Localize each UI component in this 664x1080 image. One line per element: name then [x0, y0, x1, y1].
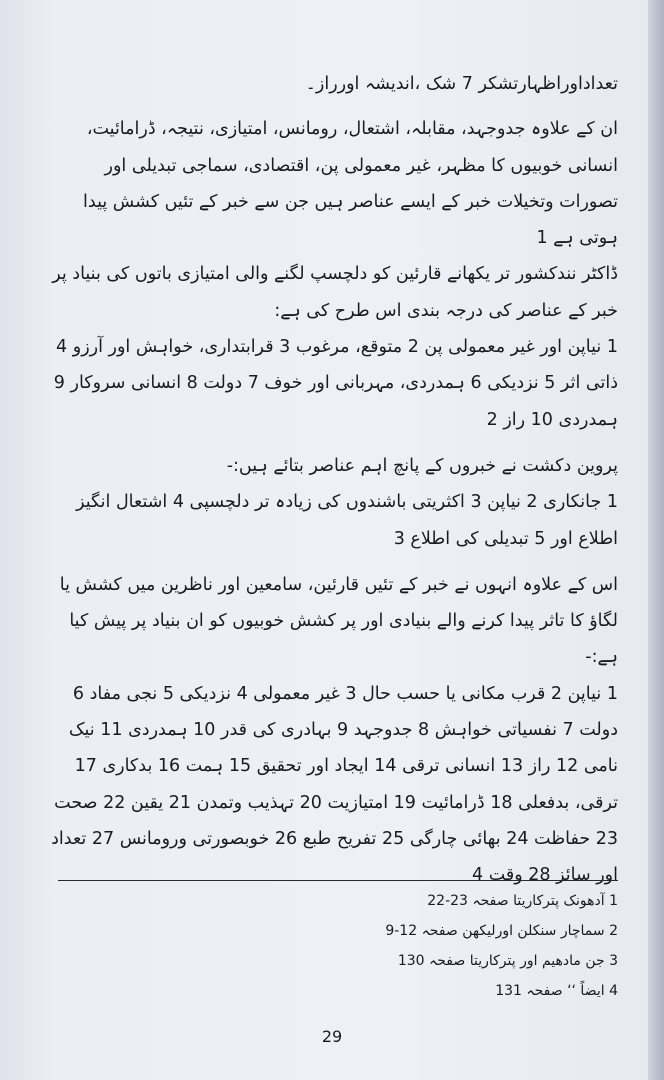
footnotes	[218, 886, 618, 1006]
paragraph-7: اس کے علاوہ انہوں نے خبر کے تئیں قارئین، سامعین اور ناظرین میں کشش یا لگاؤ کا تاثر پیدا کرنے والے بنیادی اور پر کشش خوبیوں کو ان بنیاد پر پیش کیا ہے:-	[59, 574, 618, 668]
paragraph-1: تعداداوراظہارتشکر 7 شک ،اندیشہ اورراز۔	[305, 74, 618, 94]
paragraph-2: ان کے علاوہ جدوجہد، مقابلہ، اشتعال، رومانس، امتیازی، نتیجہ، ڈرامائیت، انسانی خوبیوں کا مظہر، غیر معمولی پن، اقتصادی، سماجی تبدیلی اور تصورات وتخیلات خبر کے ایسے عناصر ہیں جن سے خبر کے تئیں کشش پیدا ہوتی ہے 1	[83, 119, 618, 249]
footnote-2: 2 سماچار سنکلن اورلیکھن صفحہ 12-9	[385, 923, 618, 939]
paragraph-6: 1 جانکاری 2 نیاپن 3 اکثریتی باشندوں کی زیادہ تر دلچسپی 4 اشتعال انگیز اطلاع اور 5 تبدیلی کی اطلاع 3	[76, 492, 618, 549]
page-spine-shadow	[648, 0, 664, 1080]
paragraph-5: پروین دکشت نے خبروں کے پانچ اہم عناصر بتائے ہیں:-	[226, 455, 618, 476]
footnote-3: 3 جن مادھیم اور پترکاریتا صفحہ 130	[397, 953, 618, 969]
body-text	[46, 66, 618, 894]
footnote-1: 1 آدھونک پترکاریتا صفحہ 23-22	[427, 893, 618, 909]
page-number: 29	[321, 1027, 343, 1046]
paragraph-3: ڈاکٹر نندکشور تر یکھانے قارئین کو دلچسپ لگنے والی امتیازی باتوں کی بنیاد پر خبر کے عناصر کی درجہ بندی اس طرح کی ہے:	[52, 264, 618, 321]
footnote-divider	[58, 880, 618, 881]
paragraph-4: 1 نیاپن اور غیر معمولی پن 2 متوقع، مرغوب 3 قرابتداری، خواہش اور آرزو 4 ذاتی اثر 5 نزدیکی 6 ہمدردی، مہربانی اور خوف 7 دولت 8 انسانی سروکار 9 ہمدردی 10 راز 2	[53, 337, 618, 430]
footnote-4: 4 ایضاً ‘‘ صفحہ 131	[495, 983, 618, 999]
paragraph-8: 1 نیاپن 2 قرب مکانی یا حسب حال 3 غیر معمولی 4 نزدیکی 5 نجی مفاد 6 دولت 7 نفسیاتی خواہش 8 جدوجہد 9 بہادری کی قدر 10 ہمدردی 11 نیک نامی 12 راز 13 انسانی ترقی 14 ایجاد اور تحقیق 15 ہمت 16 بدکاری 17 ترقی، بدفعلی 18 ڈرامائیت 19 امتیازیت 20 تہذیب وتمدن 21 یقین 22 صحت 23 حفاظت 24 بھائی چارگی 25 تفریح طبع 26 خوبصورتی ورومانس 27 تعداد اور سائز 28 وقت 4	[51, 683, 618, 886]
